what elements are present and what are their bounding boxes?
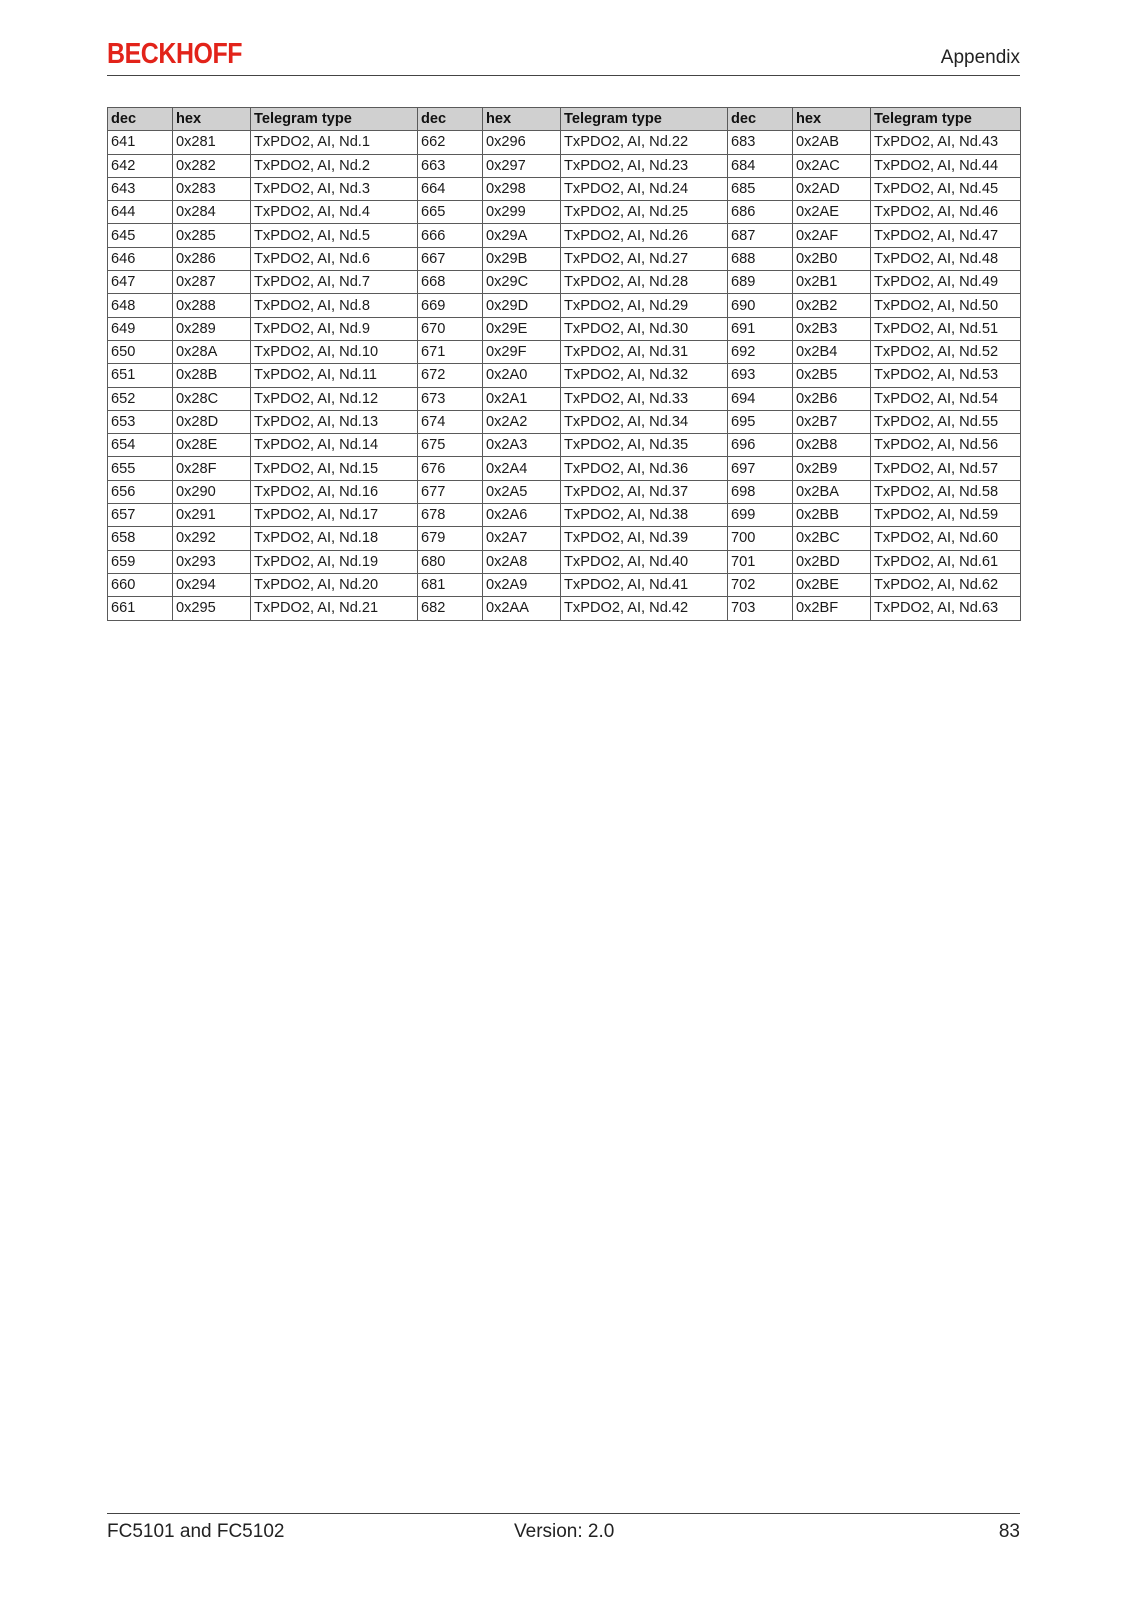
cell-dec: 644 <box>108 201 173 224</box>
cell-dec: 692 <box>728 340 793 363</box>
cell-telegram-type: TxPDO2, AI, Nd.52 <box>871 340 1021 363</box>
cell-dec: 697 <box>728 457 793 480</box>
cell-telegram-type: TxPDO2, AI, Nd.16 <box>251 480 418 503</box>
table-row <box>108 201 1021 224</box>
cell-hex: 0x28C <box>173 387 251 410</box>
cell-hex: 0x28D <box>173 410 251 433</box>
cell-telegram-type: TxPDO2, AI, Nd.28 <box>561 271 728 294</box>
cell-hex: 0x29C <box>483 271 561 294</box>
cell-telegram-type: TxPDO2, AI, Nd.48 <box>871 247 1021 270</box>
cell-telegram-type: TxPDO2, AI, Nd.9 <box>251 317 418 340</box>
cell-telegram-type: TxPDO2, AI, Nd.6 <box>251 247 418 270</box>
cell-telegram-type: TxPDO2, AI, Nd.29 <box>561 294 728 317</box>
cell-dec: 699 <box>728 504 793 527</box>
cell-hex: 0x29D <box>483 294 561 317</box>
cell-telegram-type: TxPDO2, AI, Nd.4 <box>251 201 418 224</box>
cell-telegram-type: TxPDO2, AI, Nd.55 <box>871 410 1021 433</box>
cell-hex: 0x28A <box>173 340 251 363</box>
cell-dec: 682 <box>418 597 483 620</box>
cell-hex: 0x2AB <box>793 131 871 154</box>
cell-hex: 0x29B <box>483 247 561 270</box>
cell-dec: 641 <box>108 131 173 154</box>
cell-dec: 689 <box>728 271 793 294</box>
cell-hex: 0x2AD <box>793 177 871 200</box>
cell-dec: 642 <box>108 154 173 177</box>
cell-telegram-type: TxPDO2, AI, Nd.1 <box>251 131 418 154</box>
column-header-telegram-type: Telegram type <box>251 108 418 131</box>
cell-telegram-type: TxPDO2, AI, Nd.25 <box>561 201 728 224</box>
table-row <box>108 457 1021 480</box>
cell-telegram-type: TxPDO2, AI, Nd.13 <box>251 410 418 433</box>
cell-hex: 0x285 <box>173 224 251 247</box>
cell-hex: 0x297 <box>483 154 561 177</box>
cell-telegram-type: TxPDO2, AI, Nd.7 <box>251 271 418 294</box>
cell-hex: 0x295 <box>173 597 251 620</box>
cell-telegram-type: TxPDO2, AI, Nd.61 <box>871 550 1021 573</box>
table-row <box>108 340 1021 363</box>
table-row <box>108 247 1021 270</box>
cell-dec: 666 <box>418 224 483 247</box>
cell-dec: 684 <box>728 154 793 177</box>
cell-dec: 668 <box>418 271 483 294</box>
cell-telegram-type: TxPDO2, AI, Nd.11 <box>251 364 418 387</box>
cell-dec: 652 <box>108 387 173 410</box>
cell-telegram-type: TxPDO2, AI, Nd.46 <box>871 201 1021 224</box>
cell-telegram-type: TxPDO2, AI, Nd.31 <box>561 340 728 363</box>
cell-dec: 702 <box>728 573 793 596</box>
cell-hex: 0x292 <box>173 527 251 550</box>
cell-dec: 665 <box>418 201 483 224</box>
column-header-dec: dec <box>108 108 173 131</box>
column-header-hex: hex <box>793 108 871 131</box>
cell-dec: 653 <box>108 410 173 433</box>
column-header-dec: dec <box>728 108 793 131</box>
cell-telegram-type: TxPDO2, AI, Nd.26 <box>561 224 728 247</box>
footer-page-number: 83 <box>998 1521 1020 1542</box>
cell-telegram-type: TxPDO2, AI, Nd.2 <box>251 154 418 177</box>
section-title: Appendix <box>940 47 1020 68</box>
beckhoff-logo: BECKHOFF <box>107 38 243 70</box>
cell-dec: 675 <box>418 434 483 457</box>
cell-hex: 0x2A0 <box>483 364 561 387</box>
cell-dec: 659 <box>108 550 173 573</box>
table-body <box>108 131 1021 620</box>
cell-dec: 703 <box>728 597 793 620</box>
cell-hex: 0x2AA <box>483 597 561 620</box>
cell-telegram-type: TxPDO2, AI, Nd.36 <box>561 457 728 480</box>
column-header-hex: hex <box>483 108 561 131</box>
cell-hex: 0x29F <box>483 340 561 363</box>
cell-hex: 0x2BE <box>793 573 871 596</box>
cell-hex: 0x284 <box>173 201 251 224</box>
cell-dec: 687 <box>728 224 793 247</box>
cell-telegram-type: TxPDO2, AI, Nd.57 <box>871 457 1021 480</box>
column-header-telegram-type: Telegram type <box>871 108 1021 131</box>
cell-telegram-type: TxPDO2, AI, Nd.32 <box>561 364 728 387</box>
cell-dec: 673 <box>418 387 483 410</box>
cell-telegram-type: TxPDO2, AI, Nd.27 <box>561 247 728 270</box>
cell-dec: 686 <box>728 201 793 224</box>
cell-dec: 660 <box>108 573 173 596</box>
cell-hex: 0x296 <box>483 131 561 154</box>
table-row <box>108 573 1021 596</box>
cell-hex: 0x2A2 <box>483 410 561 433</box>
cell-dec: 690 <box>728 294 793 317</box>
cell-dec: 679 <box>418 527 483 550</box>
cell-telegram-type: TxPDO2, AI, Nd.63 <box>871 597 1021 620</box>
cell-hex: 0x28F <box>173 457 251 480</box>
cell-hex: 0x28E <box>173 434 251 457</box>
cell-dec: 677 <box>418 480 483 503</box>
cell-telegram-type: TxPDO2, AI, Nd.12 <box>251 387 418 410</box>
cell-hex: 0x288 <box>173 294 251 317</box>
table-row <box>108 131 1021 154</box>
cell-hex: 0x298 <box>483 177 561 200</box>
column-header-hex: hex <box>173 108 251 131</box>
table-row <box>108 224 1021 247</box>
cell-dec: 680 <box>418 550 483 573</box>
cell-hex: 0x2AE <box>793 201 871 224</box>
cell-dec: 658 <box>108 527 173 550</box>
cell-hex: 0x2B6 <box>793 387 871 410</box>
cell-hex: 0x282 <box>173 154 251 177</box>
footer-product: FC5101 and FC5102 <box>107 1521 285 1542</box>
cell-telegram-type: TxPDO2, AI, Nd.43 <box>871 131 1021 154</box>
cell-dec: 674 <box>418 410 483 433</box>
footer-version: Version: 2.0 <box>514 1521 615 1542</box>
cell-dec: 643 <box>108 177 173 200</box>
cell-hex: 0x2A7 <box>483 527 561 550</box>
cell-hex: 0x2B5 <box>793 364 871 387</box>
cell-hex: 0x290 <box>173 480 251 503</box>
table-row <box>108 480 1021 503</box>
cell-telegram-type: TxPDO2, AI, Nd.62 <box>871 573 1021 596</box>
cell-telegram-type: TxPDO2, AI, Nd.30 <box>561 317 728 340</box>
cell-dec: 672 <box>418 364 483 387</box>
cell-telegram-type: TxPDO2, AI, Nd.44 <box>871 154 1021 177</box>
cell-telegram-type: TxPDO2, AI, Nd.24 <box>561 177 728 200</box>
cell-dec: 691 <box>728 317 793 340</box>
telegram-type-table <box>107 107 1021 621</box>
cell-hex: 0x2B0 <box>793 247 871 270</box>
cell-telegram-type: TxPDO2, AI, Nd.8 <box>251 294 418 317</box>
cell-dec: 693 <box>728 364 793 387</box>
table-row <box>108 317 1021 340</box>
cell-dec: 647 <box>108 271 173 294</box>
cell-dec: 676 <box>418 457 483 480</box>
cell-telegram-type: TxPDO2, AI, Nd.3 <box>251 177 418 200</box>
cell-telegram-type: TxPDO2, AI, Nd.22 <box>561 131 728 154</box>
cell-hex: 0x287 <box>173 271 251 294</box>
cell-telegram-type: TxPDO2, AI, Nd.21 <box>251 597 418 620</box>
table-row <box>108 434 1021 457</box>
cell-dec: 678 <box>418 504 483 527</box>
cell-hex: 0x2BF <box>793 597 871 620</box>
cell-telegram-type: TxPDO2, AI, Nd.38 <box>561 504 728 527</box>
cell-hex: 0x291 <box>173 504 251 527</box>
cell-hex: 0x2A5 <box>483 480 561 503</box>
cell-telegram-type: TxPDO2, AI, Nd.54 <box>871 387 1021 410</box>
table-row <box>108 597 1021 620</box>
table-row <box>108 550 1021 573</box>
cell-dec: 700 <box>728 527 793 550</box>
table-row <box>108 504 1021 527</box>
cell-dec: 694 <box>728 387 793 410</box>
cell-telegram-type: TxPDO2, AI, Nd.5 <box>251 224 418 247</box>
cell-telegram-type: TxPDO2, AI, Nd.10 <box>251 340 418 363</box>
cell-telegram-type: TxPDO2, AI, Nd.51 <box>871 317 1021 340</box>
cell-telegram-type: TxPDO2, AI, Nd.58 <box>871 480 1021 503</box>
cell-telegram-type: TxPDO2, AI, Nd.49 <box>871 271 1021 294</box>
table-row <box>108 294 1021 317</box>
cell-hex: 0x2A8 <box>483 550 561 573</box>
cell-hex: 0x299 <box>483 201 561 224</box>
cell-dec: 645 <box>108 224 173 247</box>
cell-telegram-type: TxPDO2, AI, Nd.50 <box>871 294 1021 317</box>
cell-hex: 0x2AC <box>793 154 871 177</box>
cell-hex: 0x2BA <box>793 480 871 503</box>
cell-hex: 0x294 <box>173 573 251 596</box>
cell-hex: 0x28B <box>173 364 251 387</box>
cell-hex: 0x2B3 <box>793 317 871 340</box>
cell-telegram-type: TxPDO2, AI, Nd.56 <box>871 434 1021 457</box>
cell-hex: 0x2A1 <box>483 387 561 410</box>
table-row <box>108 410 1021 433</box>
table-row <box>108 154 1021 177</box>
cell-telegram-type: TxPDO2, AI, Nd.33 <box>561 387 728 410</box>
cell-dec: 688 <box>728 247 793 270</box>
cell-hex: 0x2B8 <box>793 434 871 457</box>
cell-dec: 667 <box>418 247 483 270</box>
cell-hex: 0x2B1 <box>793 271 871 294</box>
cell-telegram-type: TxPDO2, AI, Nd.14 <box>251 434 418 457</box>
cell-hex: 0x2A3 <box>483 434 561 457</box>
cell-telegram-type: TxPDO2, AI, Nd.37 <box>561 480 728 503</box>
cell-hex: 0x2BD <box>793 550 871 573</box>
cell-dec: 696 <box>728 434 793 457</box>
cell-dec: 685 <box>728 177 793 200</box>
footer-divider <box>107 1513 1020 1514</box>
cell-telegram-type: TxPDO2, AI, Nd.15 <box>251 457 418 480</box>
cell-telegram-type: TxPDO2, AI, Nd.47 <box>871 224 1021 247</box>
cell-dec: 701 <box>728 550 793 573</box>
table-row <box>108 271 1021 294</box>
cell-telegram-type: TxPDO2, AI, Nd.17 <box>251 504 418 527</box>
cell-telegram-type: TxPDO2, AI, Nd.19 <box>251 550 418 573</box>
cell-hex: 0x2B2 <box>793 294 871 317</box>
cell-telegram-type: TxPDO2, AI, Nd.18 <box>251 527 418 550</box>
cell-telegram-type: TxPDO2, AI, Nd.60 <box>871 527 1021 550</box>
cell-dec: 654 <box>108 434 173 457</box>
cell-dec: 656 <box>108 480 173 503</box>
cell-dec: 663 <box>418 154 483 177</box>
cell-hex: 0x2BB <box>793 504 871 527</box>
cell-dec: 683 <box>728 131 793 154</box>
column-header-telegram-type: Telegram type <box>561 108 728 131</box>
cell-telegram-type: TxPDO2, AI, Nd.41 <box>561 573 728 596</box>
cell-dec: 681 <box>418 573 483 596</box>
cell-telegram-type: TxPDO2, AI, Nd.35 <box>561 434 728 457</box>
cell-telegram-type: TxPDO2, AI, Nd.34 <box>561 410 728 433</box>
cell-hex: 0x29E <box>483 317 561 340</box>
cell-telegram-type: TxPDO2, AI, Nd.45 <box>871 177 1021 200</box>
cell-telegram-type: TxPDO2, AI, Nd.39 <box>561 527 728 550</box>
cell-telegram-type: TxPDO2, AI, Nd.59 <box>871 504 1021 527</box>
cell-dec: 650 <box>108 340 173 363</box>
table-row <box>108 527 1021 550</box>
cell-dec: 651 <box>108 364 173 387</box>
cell-dec: 657 <box>108 504 173 527</box>
cell-dec: 698 <box>728 480 793 503</box>
cell-dec: 662 <box>418 131 483 154</box>
table-row <box>108 177 1021 200</box>
cell-dec: 661 <box>108 597 173 620</box>
cell-dec: 669 <box>418 294 483 317</box>
cell-hex: 0x2B4 <box>793 340 871 363</box>
cell-dec: 655 <box>108 457 173 480</box>
cell-telegram-type: TxPDO2, AI, Nd.53 <box>871 364 1021 387</box>
cell-dec: 649 <box>108 317 173 340</box>
cell-hex: 0x2BC <box>793 527 871 550</box>
cell-telegram-type: TxPDO2, AI, Nd.20 <box>251 573 418 596</box>
cell-hex: 0x2B7 <box>793 410 871 433</box>
cell-telegram-type: TxPDO2, AI, Nd.40 <box>561 550 728 573</box>
table-row <box>108 387 1021 410</box>
cell-telegram-type: TxPDO2, AI, Nd.23 <box>561 154 728 177</box>
cell-hex: 0x281 <box>173 131 251 154</box>
cell-dec: 646 <box>108 247 173 270</box>
cell-hex: 0x2AF <box>793 224 871 247</box>
cell-hex: 0x2A4 <box>483 457 561 480</box>
header-divider <box>107 75 1020 76</box>
cell-hex: 0x286 <box>173 247 251 270</box>
cell-hex: 0x2B9 <box>793 457 871 480</box>
column-header-dec: dec <box>418 108 483 131</box>
cell-dec: 648 <box>108 294 173 317</box>
cell-dec: 664 <box>418 177 483 200</box>
table-row <box>108 364 1021 387</box>
cell-hex: 0x289 <box>173 317 251 340</box>
cell-hex: 0x293 <box>173 550 251 573</box>
table-header-row <box>108 108 1021 131</box>
cell-telegram-type: TxPDO2, AI, Nd.42 <box>561 597 728 620</box>
cell-dec: 695 <box>728 410 793 433</box>
cell-hex: 0x2A6 <box>483 504 561 527</box>
cell-hex: 0x283 <box>173 177 251 200</box>
cell-hex: 0x29A <box>483 224 561 247</box>
cell-dec: 671 <box>418 340 483 363</box>
cell-dec: 670 <box>418 317 483 340</box>
cell-hex: 0x2A9 <box>483 573 561 596</box>
